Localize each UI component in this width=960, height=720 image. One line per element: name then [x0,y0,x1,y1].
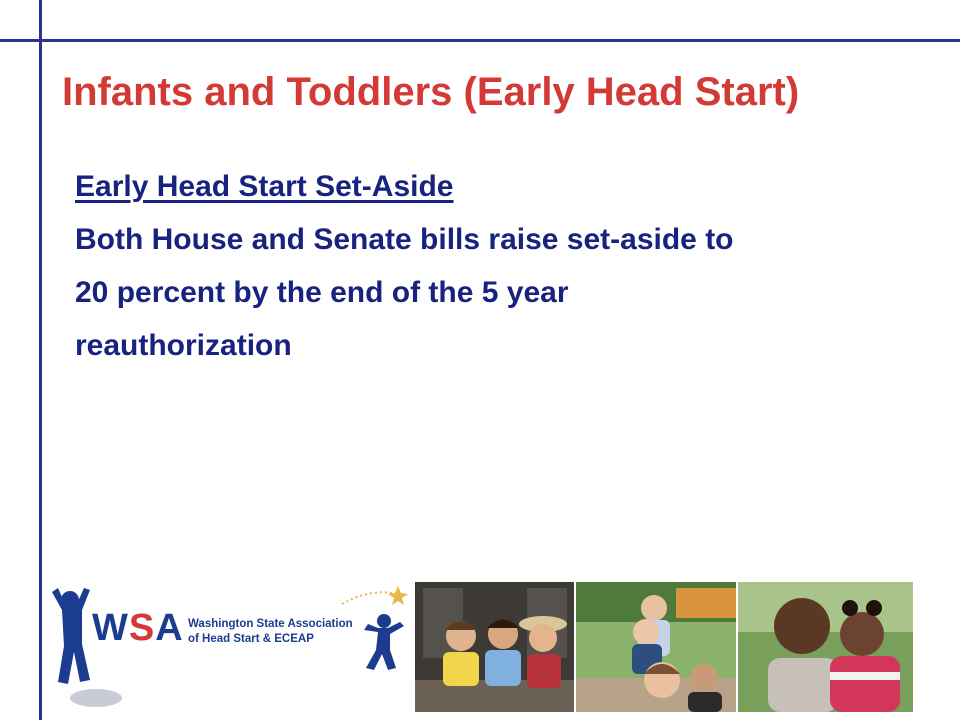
logo-org-name [188,617,353,647]
body-line-2: 20 percent by the end of the 5 year [75,276,569,309]
shooting-star-icon [340,584,408,614]
body-line-1: Both House and Senate bills raise set-aside to [75,223,734,256]
children-outdoors-photo [576,582,735,712]
photo-strip [415,582,913,712]
body-line-3: reauthorization [75,329,292,362]
logo-letters: WSA [92,607,184,649]
children-sitting-photo [415,582,574,712]
logo-org-line-2: of Head Start & ECEAP [188,633,314,645]
horizontal-rule [0,39,960,42]
subheading: Early Head Start Set-Aside [75,170,454,203]
child-dancing-icon [362,612,406,672]
father-and-daughter-photo [738,582,913,712]
slide-title: Infants and Toddlers (Early Head Start) [62,70,800,114]
logo-org-line-1: Washington State Association [188,618,353,630]
child-jumping-icon [48,586,128,716]
slide-body [75,160,935,372]
vertical-rule [39,0,42,720]
